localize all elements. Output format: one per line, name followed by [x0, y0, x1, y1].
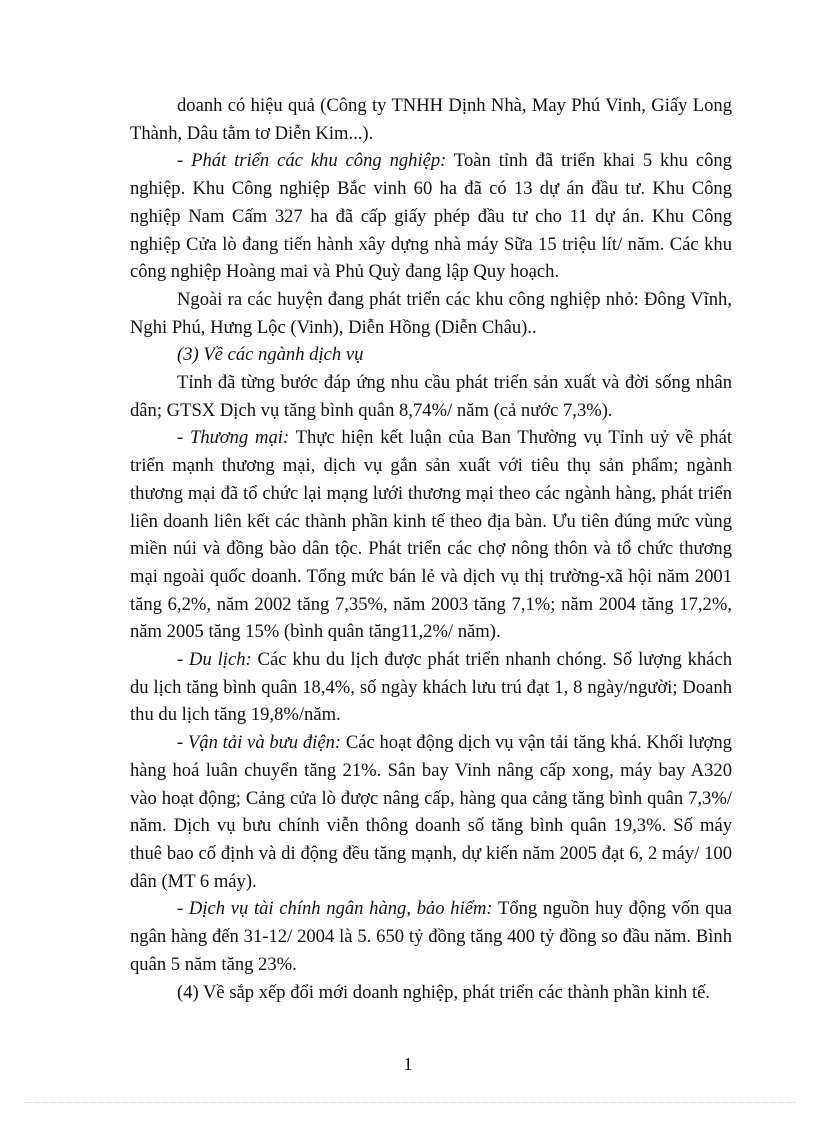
paragraph-transport-post: - Vận tải và bưu điện: Các hoạt động dịch vụ vận tải tăng khá. Khối lượng hàng hoá luân chuyển tăng 21%. Sân bay Vinh nâng cấp xong, máy bay A320 vào hoạt động; Cảng cửa lò được nâng cấp, hàng qua cảng tăng bình quân 7,3%/ năm. Dịch vụ bưu chính viễn thông doanh số tăng bình quân 19,3%. Số máy thuê bao cố định và di động đều tăng mạnh, dự kiến năm 2005 đạt 6, 2 máy/ 100 dân (MT 6 máy). [130, 732, 732, 892]
page-number: 1 [403, 1054, 413, 1074]
heading-commerce: - Thương mại: [177, 427, 290, 449]
paragraph-commerce: - Thương mại: Thực hiện kết luận của Ban Thường vụ Tỉnh uỷ về phát triển mạnh thương mại, dịch vụ gắn sản xuất với tiêu thụ sản phẩm; ngành thương mại đã tổ chức lại mạng lưới thương mại theo các ngành hàng, phát triển liên doanh liên kết các thành phần kinh tế theo địa bàn. Ưu tiên đúng mức vùng miền núi và đồng bào dân tộc. Phát triển các chợ nông thôn và tổ chức thương mại ngoài quốc doanh. Tổng mức bán lẻ và dịch vụ thị trường-xã hội năm 2001 tăng 6,2%, năm 2002 tăng 7,35%, năm 2003 tăng 7,1%; năm 2004 tăng 17,2%, năm 2005 tăng 15% (bình quân tăng11,2%/ năm). [130, 427, 732, 643]
paragraph-continuation: doanh có hiệu quả (Công ty TNHH Dịnh Nhà, May Phú Vinh, Giấy Long Thành, Dâu tằm tơ Diễn Kim...). [130, 95, 732, 144]
paragraph-services-growth: Tỉnh đã từng bước đáp ứng nhu cầu phát triển sản xuất và đời sống nhân dân; GTSX Dịch vụ tăng bình quân 8,74%/ năm (cả nước 7,3%). [130, 372, 732, 421]
paragraph-enterprise-reform: (4) Về sắp xếp đổi mới doanh nghiệp, phát triển các thành phần kinh tế. [177, 981, 711, 1003]
body-text [130, 92, 732, 1006]
heading-transport-post: - Vận tải và bưu điện: [177, 732, 342, 754]
paragraph-industrial-zones: - Phát triển các khu công nghiệp: Toàn tỉnh đã triển khai 5 khu công nghiệp. Khu Công nghiệp Bắc vinh 60 ha đã có 13 dự án đầu tư. Khu Công nghiệp Nam Cấm 327 ha đã cấp giấy phép đầu tư cho 11 dự án. Khu Công nghiệp Cửa lò đang tiến hành xây dựng nhà máy Sữa 15 triệu lít/ năm. Các khu công nghiệp Hoàng mai và Phủ Quỳ đang lập Quy hoạch. [130, 150, 732, 283]
section-heading-services: (3) Về các ngành dịch vụ [177, 344, 364, 366]
heading-finance-banking: - Dịch vụ tài chính ngân hàng, bảo hiểm: [177, 898, 493, 920]
heading-tourism: - Du lịch: [177, 649, 252, 671]
paragraph-small-zones: Ngoài ra các huyện đang phát triển các khu công nghiệp nhỏ: Đông Vĩnh, Nghi Phú, Hưng Lộc (Vinh), Diễn Hồng (Diễn Châu).. [130, 288, 732, 338]
footer-divider [26, 1102, 796, 1103]
paragraph-finance-banking: - Dịch vụ tài chính ngân hàng, bảo hiểm: Tổng nguồn huy động vốn qua ngân hàng đến 31-12/ 2004 là 5. 650 tỷ đồng tăng 400 tỷ đồng so đầu năm. Bình quân 5 năm tăng 23%. [130, 898, 732, 975]
paragraph-tourism: - Du lịch: Các khu du lịch được phát triển nhanh chóng. Số lượng khách du lịch tăng bình quân 18,4%, số ngày khách lưu trú đạt 1, 8 ngày/người; Doanh thu du lịch tăng 19,8%/năm. [130, 649, 732, 726]
heading-industrial-zones: - Phát triển các khu công nghiệp: [177, 150, 447, 172]
